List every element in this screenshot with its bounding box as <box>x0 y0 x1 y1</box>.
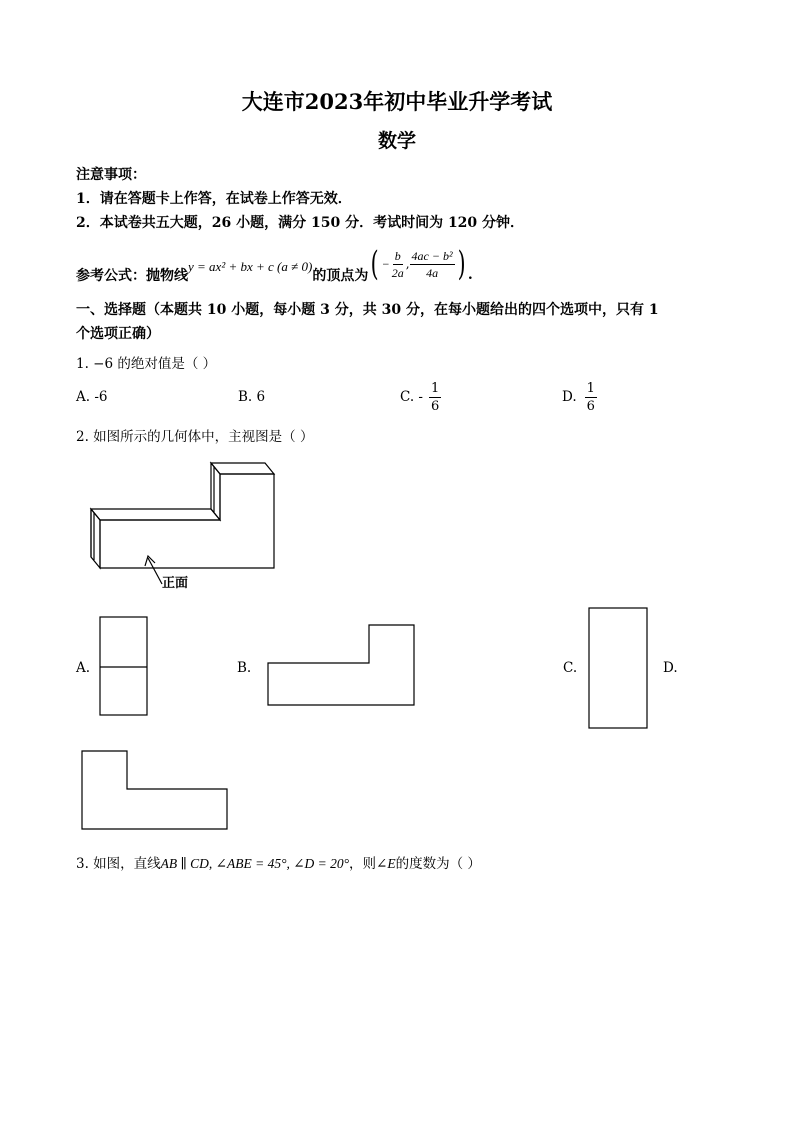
exam-title: 大连市2023年初中毕业升学考试 <box>241 89 553 114</box>
solid-front-face <box>100 474 274 568</box>
exam-subject: 数学 <box>377 130 416 152</box>
vertex-x-numerator: b <box>394 248 401 263</box>
reference-formula: 参考公式：抛物线 y = ax² + bx + c (a ≠ 0) 的顶点为 ( − $\frac{b}{2a}$ , $\frac{\text{4ac − b²}}{4a}$ ) . <box>76 244 473 284</box>
front-label: 正面 <box>162 576 189 591</box>
q3-stem-prefix: 3. 如图，直线 <box>76 856 161 872</box>
formula-middle: 的顶点为 <box>312 268 369 284</box>
q1-stem: 1. −6 的绝对值是（ ） <box>76 356 217 372</box>
q2-option-a-label: A. <box>76 660 91 676</box>
q2-stem: 2. 如图所示的几何体中，主视图是（ ） <box>76 429 314 445</box>
q3-stem-mid: ，则 <box>349 856 377 872</box>
formula-label: 参考公式：抛物线 <box>76 268 188 284</box>
vertex-x-sign: − <box>381 256 390 271</box>
option-b-figure <box>268 625 414 705</box>
section1-heading-line1: 一、选择题（本题共 10 小题，每小题 3 分，共 30 分，在每小题给出的四个选项中，只有 1 <box>76 302 659 318</box>
q2-option-c-label: C. <box>563 660 578 676</box>
solid-3d-figure <box>91 463 274 568</box>
solid-left-face <box>91 509 100 568</box>
option-a-figure <box>100 617 147 715</box>
vertex-close-paren: ) <box>457 244 466 284</box>
section1-heading-line2: 个选项正确） <box>76 326 160 342</box>
q3-stem-angle: ∠E <box>376 856 396 871</box>
vertex-x-denominator: 2a <box>391 265 404 280</box>
front-arrow <box>145 556 162 584</box>
q1-option-d-numerator: 1 <box>586 380 595 396</box>
q1-option-b: B. 6 <box>238 389 266 405</box>
solid-top-face-high <box>211 463 274 474</box>
notes-item-1: 1．请在答题卡上作答，在试卷上作答无效． <box>76 191 352 207</box>
q3-stem-math: AB ∥ CD, ∠ABE = 45°, ∠D = 20° <box>160 856 350 871</box>
q1-option-d-denominator: 6 <box>586 398 595 414</box>
q1-option-a: A. -6 <box>76 389 108 405</box>
q1-option-c-prefix: C. - <box>400 389 423 405</box>
vertex-y-numerator: 4ac − b² <box>411 248 453 263</box>
notes-item-2: 2．本试卷共五大题，26 小题，满分 150 分．考试时间为 120 分钟． <box>76 215 525 231</box>
option-d-figure <box>82 751 227 829</box>
solid-step-face <box>211 463 220 520</box>
parabola-equation: y = ax² + bx + c (a ≠ 0) <box>188 259 313 274</box>
q2-option-b-label: B. <box>237 660 252 676</box>
q2-option-d-label: D. <box>663 660 678 676</box>
q3-stem <box>76 852 481 872</box>
notes-heading: 注意事项： <box>76 167 146 183</box>
vertex-open-paren: ( <box>370 244 379 284</box>
q1-option-d-prefix: D. <box>562 389 577 405</box>
q1-option-c-denominator: 6 <box>431 398 440 414</box>
vertex-y-denominator: 4a <box>426 265 439 280</box>
option-c-figure <box>589 608 647 728</box>
q3-stem-suffix: 的度数为（ ） <box>395 856 481 872</box>
solid-top-face-low <box>91 509 220 520</box>
formula-end: . <box>467 267 473 283</box>
q1-option-c-numerator: 1 <box>431 380 440 396</box>
